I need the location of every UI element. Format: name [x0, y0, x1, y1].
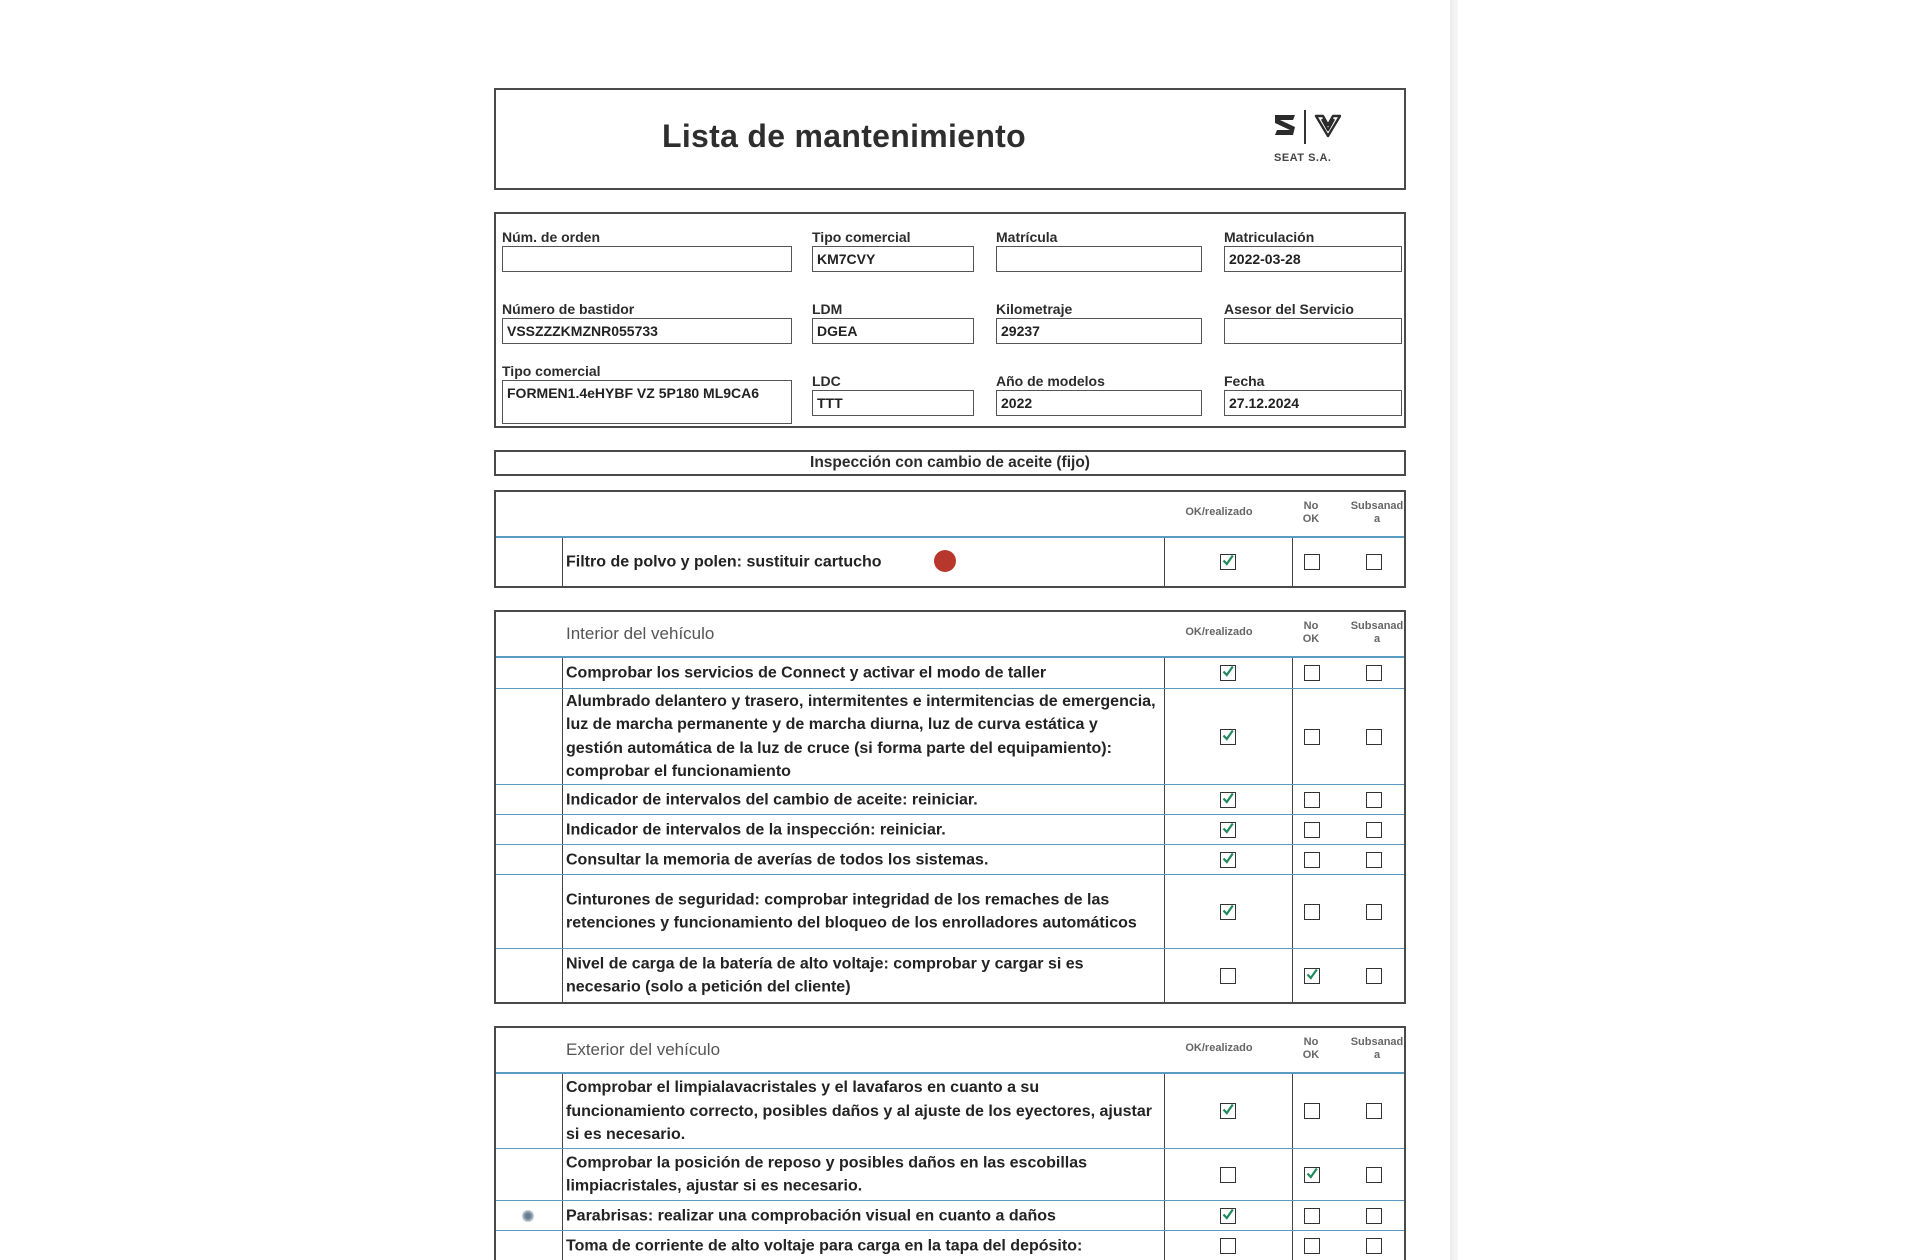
ldc-input[interactable]: TTT [812, 390, 974, 416]
exterior-check-table [494, 1026, 1406, 1260]
col-ok-header: OK/realizado [1185, 1042, 1253, 1054]
fixed-checkbox[interactable] [1366, 1238, 1382, 1254]
not-ok-checkbox[interactable] [1304, 968, 1320, 984]
check-item-text: Indicador de intervalos del cambio de aceite: reiniciar. [566, 790, 978, 808]
check-item-text: Comprobar la posición de reposo y posibles daños en las escobillas limpiacristales, ajustar si es necesario. [566, 1154, 1088, 1195]
seat-logo-icon [1272, 112, 1298, 138]
not-ok-checkbox[interactable] [1304, 822, 1320, 838]
not-ok-checkbox[interactable] [1304, 554, 1320, 570]
row-gutter-line [562, 658, 563, 688]
col-fixed-header: Subsanad a [1350, 1036, 1404, 1061]
fixed-checkbox[interactable] [1366, 968, 1382, 984]
row-col-line [1164, 1201, 1165, 1230]
row-col-line [1164, 949, 1165, 1002]
order-number-input[interactable] [502, 246, 792, 272]
check-row [496, 658, 1404, 688]
date-field: Fecha 27.12.2024 [1224, 372, 1402, 416]
vin-field: Número de bastidor VSSZZZKMZNR055733 [502, 300, 792, 344]
model-year-field: Año de modelos 2022 [996, 372, 1202, 416]
row-col-line [1164, 875, 1165, 948]
col-ok-header: OK/realizado [1185, 506, 1253, 518]
row-col-line [1292, 658, 1293, 688]
commercial-type-input[interactable]: KM7CVY [812, 246, 974, 272]
row-col-line [1292, 1149, 1293, 1200]
row-col-line [1292, 949, 1293, 1002]
fixed-checkbox[interactable] [1366, 792, 1382, 808]
commercial-type-2-field: Tipo comercial FORMEN1.4eHYBF VZ 5P180 ML9CA6 [502, 362, 792, 424]
row-gutter-line [562, 1201, 563, 1230]
check-item-text: Filtro de polvo y polen: sustituir cartucho [566, 553, 882, 571]
date-input[interactable]: 27.12.2024 [1224, 390, 1402, 416]
fixed-checkbox[interactable] [1366, 729, 1382, 745]
table-header [496, 612, 1404, 658]
paper-edge [1450, 0, 1458, 1260]
not-ok-checkbox[interactable] [1304, 852, 1320, 868]
row-col-line [1292, 1231, 1293, 1260]
ok-checkbox[interactable] [1220, 968, 1236, 984]
row-col-line [1292, 1074, 1293, 1148]
ldc-field: LDC TTT [812, 372, 974, 416]
fixed-checkbox[interactable] [1366, 852, 1382, 868]
inspection-type-bar: Inspección con cambio de aceite (fijo) [494, 450, 1406, 476]
check-row [496, 1230, 1404, 1260]
table-header [496, 492, 1404, 538]
plate-field: Matrícula [996, 228, 1202, 272]
check-row [496, 814, 1404, 844]
row-col-line [1164, 785, 1165, 814]
ok-checkbox[interactable] [1220, 554, 1236, 570]
col-fixed-header: Subsanad a [1350, 500, 1404, 525]
ok-checkbox[interactable] [1220, 1103, 1236, 1119]
row-gutter-line [562, 689, 563, 784]
registration-date-input[interactable]: 2022-03-28 [1224, 246, 1402, 272]
row-col-line [1164, 538, 1165, 586]
check-row [496, 688, 1404, 784]
check-item-text: Parabrisas: realizar una comprobación visual en cuanto a daños [566, 1206, 1056, 1224]
order-number-field: Núm. de orden [502, 228, 792, 272]
fixed-checkbox[interactable] [1366, 1167, 1382, 1183]
vehicle-info-panel [494, 212, 1406, 428]
row-gutter-line [562, 845, 563, 874]
ok-checkbox[interactable] [1220, 1238, 1236, 1254]
row-col-line [1164, 1231, 1165, 1260]
mileage-field: Kilometraje 29237 [996, 300, 1202, 344]
not-ok-checkbox[interactable] [1304, 904, 1320, 920]
sheet-header [494, 88, 1406, 190]
row-col-line [1164, 689, 1165, 784]
cupra-logo-icon [1314, 112, 1342, 138]
check-row [496, 1148, 1404, 1200]
row-gutter-line [562, 1149, 563, 1200]
ok-checkbox[interactable] [1220, 1167, 1236, 1183]
registration-date-field: Matriculación 2022-03-28 [1224, 228, 1402, 272]
fixed-checkbox[interactable] [1366, 554, 1382, 570]
row-gutter-line [562, 949, 563, 1002]
row-col-line [1292, 785, 1293, 814]
check-item-text: Comprobar el limpialavacristales y el lavafaros en cuanto a su funcionamiento correcto, posibles daños y al ajuste de los eyectores, ajustar si es necesario. [566, 1078, 1152, 1143]
row-col-line [1164, 815, 1165, 844]
check-row [496, 1074, 1404, 1148]
section-title: Exterior del vehículo [566, 1040, 721, 1059]
not-ok-checkbox[interactable] [1304, 729, 1320, 745]
check-item-text: Indicador de intervalos de la inspección: reiniciar. [566, 820, 946, 838]
page-title: Lista de mantenimiento [662, 118, 1026, 154]
plate-input[interactable] [996, 246, 1202, 272]
col-nok-header: No OK [1302, 1036, 1320, 1061]
not-ok-checkbox[interactable] [1304, 792, 1320, 808]
logo-caption: SEAT S.A. [1274, 152, 1332, 164]
filter-check-table [494, 490, 1406, 588]
brand-logos [1262, 108, 1352, 172]
col-fixed-header: Subsanad a [1350, 620, 1404, 645]
col-ok-header: OK/realizado [1185, 626, 1253, 638]
row-gutter-line [562, 1074, 563, 1148]
check-row [496, 1200, 1404, 1230]
model-year-input[interactable]: 2022 [996, 390, 1202, 416]
fixed-checkbox[interactable] [1366, 904, 1382, 920]
ok-checkbox[interactable] [1220, 792, 1236, 808]
section-title: Interior del vehículo [566, 624, 715, 643]
row-col-line [1292, 1201, 1293, 1230]
check-item-text: Cinturones de seguridad: comprobar integridad de los remaches de las retenciones y funcionamiento del bloqueo de los enrolladores automáticos [566, 891, 1137, 932]
not-ok-checkbox[interactable] [1304, 665, 1320, 681]
logo-separator [1304, 110, 1306, 144]
row-gutter-line [562, 538, 563, 586]
col-nok-header: No OK [1302, 620, 1320, 645]
row-col-line [1164, 845, 1165, 874]
row-gutter-line [562, 1231, 563, 1260]
check-item-text: Alumbrado delantero y trasero, intermitentes e intermitencias de emergencia, luz de marcha permanente y de marcha diurna, luz de curva estática y gestión automática de la luz de cruce (si forma parte del equipamiento): comprobar el funcionamiento [566, 692, 1156, 780]
fixed-checkbox[interactable] [1366, 1103, 1382, 1119]
check-item-text: Nivel de carga de la batería de alto voltaje: comprobar y cargar si es necesario (solo a petición del cliente) [566, 955, 1084, 996]
service-advisor-input[interactable] [1224, 318, 1402, 344]
ldm-input[interactable]: DGEA [812, 318, 974, 344]
not-ok-checkbox[interactable] [1304, 1208, 1320, 1224]
ok-checkbox[interactable] [1220, 904, 1236, 920]
ok-checkbox[interactable] [1220, 822, 1236, 838]
ok-checkbox[interactable] [1220, 1208, 1236, 1224]
row-col-line [1164, 1074, 1165, 1148]
vin-input[interactable]: VSSZZZKMZNR055733 [502, 318, 792, 344]
col-nok-header: No OK [1302, 500, 1320, 525]
check-row [496, 784, 1404, 814]
not-ok-checkbox[interactable] [1304, 1103, 1320, 1119]
row-col-line [1164, 658, 1165, 688]
red-marker-dot [934, 550, 956, 572]
check-item-text: Comprobar los servicios de Connect y activar el modo de taller [566, 664, 1047, 682]
check-item-text: Toma de corriente de alto voltaje para carga en la tapa del depósito: [566, 1236, 1083, 1254]
row-gutter-line [562, 875, 563, 948]
ldm-field: LDM DGEA [812, 300, 974, 344]
row-gutter-line [562, 815, 563, 844]
fixed-checkbox[interactable] [1366, 1208, 1382, 1224]
row-col-line [1292, 538, 1293, 586]
row-gutter-line [562, 785, 563, 814]
interior-check-table [494, 610, 1406, 1004]
check-item-text: Consultar la memoria de averías de todos los sistemas. [566, 850, 989, 868]
row-col-line [1292, 845, 1293, 874]
commercial-type-2-input[interactable]: FORMEN1.4eHYBF VZ 5P180 ML9CA6 [502, 380, 792, 424]
row-col-line [1292, 875, 1293, 948]
fixed-checkbox[interactable] [1366, 665, 1382, 681]
row-col-line [1292, 689, 1293, 784]
check-row [496, 874, 1404, 948]
fixed-checkbox[interactable] [1366, 822, 1382, 838]
not-ok-checkbox[interactable] [1304, 1238, 1320, 1254]
maintenance-sheet [494, 88, 1406, 1260]
row-col-line [1164, 1149, 1165, 1200]
check-row [496, 948, 1404, 1002]
service-advisor-field: Asesor del Servicio [1224, 300, 1402, 344]
ok-checkbox[interactable] [1220, 729, 1236, 745]
mileage-input[interactable]: 29237 [996, 318, 1202, 344]
commercial-type-field: Tipo comercial KM7CVY [812, 228, 974, 272]
table-header [496, 1028, 1404, 1074]
row-col-line [1292, 815, 1293, 844]
info-bullet-icon [522, 1210, 534, 1222]
ok-checkbox[interactable] [1220, 852, 1236, 868]
check-row [496, 844, 1404, 874]
ok-checkbox[interactable] [1220, 665, 1236, 681]
not-ok-checkbox[interactable] [1304, 1167, 1320, 1183]
